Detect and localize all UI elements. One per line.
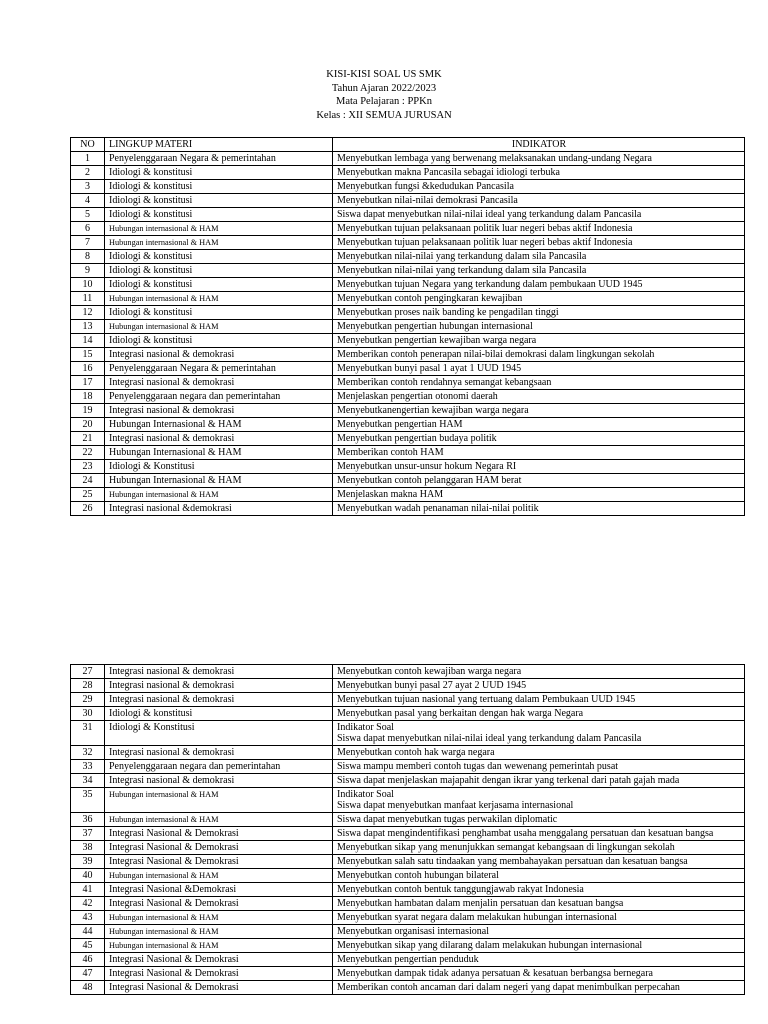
table-row [71, 404, 745, 418]
indikator-cell: Siswa dapat menjelaskan majapahit dengan ikrar yang terkenal dari patah gajah mada [333, 774, 745, 788]
table-row [71, 432, 745, 446]
table-row [71, 222, 745, 236]
lingkup-materi-cell: Idiologi & konstitusi [105, 250, 333, 264]
lingkup-materi-cell: Integrasi Nasional & Demokrasi [105, 981, 333, 995]
indikator-cell: Menyebutkan bunyi pasal 1 ayat 1 UUD 1945 [333, 362, 745, 376]
column-header-no: NO [71, 138, 105, 152]
table-row [71, 474, 745, 488]
document-title: KISI-KISI SOAL US SMK [326, 69, 442, 80]
indikator-cell: Menyebutkan pengertian HAM [333, 418, 745, 432]
indikator-cell: Menyebutkan sikap yang dilarang dalam melakukan hubungan internasional [333, 939, 745, 953]
table-row [71, 348, 745, 362]
row-number: 23 [71, 460, 105, 474]
row-number: 11 [71, 292, 105, 306]
table-row [71, 166, 745, 180]
indikator-cell: Menyebutkan contoh hak warga negara [333, 746, 745, 760]
lingkup-materi-cell: Integrasi nasional &demokrasi [105, 502, 333, 516]
table-row [71, 760, 745, 774]
indikator-label: Indikator Soal [337, 789, 394, 800]
lingkup-materi-cell: Integrasi Nasional & Demokrasi [105, 827, 333, 841]
row-number: 6 [71, 222, 105, 236]
row-number: 27 [71, 665, 105, 679]
row-number: 34 [71, 774, 105, 788]
indikator-cell: Menyebutkan pengertian penduduk [333, 953, 745, 967]
indikator-cell: Menyebutkan contoh bentuk tanggungjawab rakyat Indonesia [333, 883, 745, 897]
lingkup-materi-cell: Integrasi Nasional &Demokrasi [105, 883, 333, 897]
lingkup-materi-cell: Integrasi Nasional & Demokrasi [105, 841, 333, 855]
row-number: 18 [71, 390, 105, 404]
column-header-indikator: INDIKATOR [333, 138, 745, 152]
row-number: 12 [71, 306, 105, 320]
row-number: 3 [71, 180, 105, 194]
lingkup-materi-cell: Hubungan Internasional & HAM [105, 418, 333, 432]
row-number: 47 [71, 967, 105, 981]
subject: Mata Pelajaran : PPKn [336, 96, 432, 107]
row-number: 41 [71, 883, 105, 897]
row-number: 35 [71, 788, 105, 813]
row-number: 40 [71, 869, 105, 883]
lingkup-materi-cell: Integrasi Nasional & Demokrasi [105, 953, 333, 967]
lingkup-materi-cell: Integrasi nasional & demokrasi [105, 746, 333, 760]
lingkup-materi-cell: Idiologi & konstitusi [105, 194, 333, 208]
row-number: 22 [71, 446, 105, 460]
lingkup-materi-cell: Idiologi & konstitusi [105, 707, 333, 721]
lingkup-materi-cell: Idiologi & konstitusi [105, 334, 333, 348]
indikator-cell: Menyebutkan pengertian kewajiban warga negara [333, 334, 745, 348]
indikator-cell: Menyebutkan organisasi internasional [333, 925, 745, 939]
lingkup-materi-cell: Integrasi nasional & demokrasi [105, 376, 333, 390]
row-number: 25 [71, 488, 105, 502]
class-info: Kelas : XII SEMUA JURUSAN [316, 109, 452, 121]
indikator-cell: Menyebutkan tujuan pelaksanaan politik luar negeri bebas aktif Indonesia [333, 236, 745, 250]
lingkup-materi-cell: Penyelenggaraan Negara & pemerintahan [105, 362, 333, 376]
indikator-cell: Siswa dapat mengindentifikasi penghambat usaha menggalang persatuan dan kesatuan bangsa [333, 827, 745, 841]
indikator-cell: Memberikan contoh ancaman dari dalam negeri yang dapat menimbulkan perpecahan [333, 981, 745, 995]
column-header-materi: LINGKUP MATERI [105, 138, 333, 152]
lingkup-materi-cell: Hubungan internasional & HAM [105, 320, 333, 334]
table-row [71, 236, 745, 250]
table-row [71, 208, 745, 222]
lingkup-materi-cell: Integrasi nasional & demokrasi [105, 774, 333, 788]
row-number: 37 [71, 827, 105, 841]
table-row [71, 869, 745, 883]
table-row [71, 679, 745, 693]
indikator-cell: Siswa mampu memberi contoh tugas dan wewenang pemerintah pusat [333, 760, 745, 774]
table-row [71, 320, 745, 334]
row-number: 5 [71, 208, 105, 222]
table-row [71, 665, 745, 679]
row-number: 7 [71, 236, 105, 250]
table-row [71, 362, 745, 376]
indikator-cell: Menyebutkanengertian kewajiban warga negara [333, 404, 745, 418]
lingkup-materi-cell: Hubungan internasional & HAM [105, 911, 333, 925]
indikator-cell: Menyebutkan pengertian hubungan internasional [333, 320, 745, 334]
table-row [71, 953, 745, 967]
table-row [71, 981, 745, 995]
academic-year: Tahun Ajaran 2022/2023 [331, 82, 437, 94]
row-number: 32 [71, 746, 105, 760]
indikator-cell: Menyebutkan pasal yang berkaitan dengan hak warga Negara [333, 707, 745, 721]
table-row [71, 250, 745, 264]
row-number: 14 [71, 334, 105, 348]
table-row [71, 334, 745, 348]
indikator-cell: Memberikan contoh penerapan nilai-bilai demokrasi dalam lingkungan sekolah [333, 348, 745, 362]
lingkup-materi-cell: Idiologi & Konstitusi [105, 721, 333, 746]
table-row [71, 707, 745, 721]
row-number: 36 [71, 813, 105, 827]
kisi-table-page2 [70, 664, 745, 995]
lingkup-materi-cell: Integrasi nasional & demokrasi [105, 665, 333, 679]
table-row [71, 967, 745, 981]
indikator-cell: Menyebutkan tujuan pelaksanaan politik luar negeri bebas aktif Indonesia [333, 222, 745, 236]
kisi-table-page1 [70, 137, 745, 516]
indikator-text: Siswa dapat menyebutkan manfaat kerjasama internasional [337, 800, 574, 811]
lingkup-materi-cell: Hubungan internasional & HAM [105, 869, 333, 883]
lingkup-materi-cell: Idiologi & konstitusi [105, 166, 333, 180]
indikator-cell [333, 788, 745, 813]
row-number: 13 [71, 320, 105, 334]
indikator-cell: Menyebutkan contoh pengingkaran kewajiban [333, 292, 745, 306]
table-row [71, 911, 745, 925]
indikator-cell: Menyebutkan sikap yang menunjukkan semangat kebangsaan di lingkungan sekolah [333, 841, 745, 855]
lingkup-materi-cell: Idiologi & konstitusi [105, 180, 333, 194]
indikator-cell: Menyebutkan pengertian budaya politik [333, 432, 745, 446]
row-number: 1 [71, 152, 105, 166]
indikator-cell: Menyebutkan nilai-nilai yang terkandung dalam sila Pancasila [333, 250, 745, 264]
indikator-cell: Menyebutkan contoh kewajiban warga negara [333, 665, 745, 679]
lingkup-materi-cell: Hubungan internasional & HAM [105, 292, 333, 306]
row-number: 16 [71, 362, 105, 376]
row-number: 20 [71, 418, 105, 432]
indikator-cell: Menyebutkan proses naik banding ke pengadilan tinggi [333, 306, 745, 320]
indikator-cell: Menyebutkan tujuan Negara yang terkandung dalam pembukaan UUD 1945 [333, 278, 745, 292]
indikator-cell: Menjelaskan makna HAM [333, 488, 745, 502]
table-row [71, 292, 745, 306]
indikator-cell: Menyebutkan makna Pancasila sebagai idiologi terbuka [333, 166, 745, 180]
row-number: 46 [71, 953, 105, 967]
row-number: 43 [71, 911, 105, 925]
table-row [71, 502, 745, 516]
row-number: 29 [71, 693, 105, 707]
row-number: 15 [71, 348, 105, 362]
table-row [71, 827, 745, 841]
lingkup-materi-cell: Hubungan internasional & HAM [105, 788, 333, 813]
table-row [71, 883, 745, 897]
row-number: 31 [71, 721, 105, 746]
indikator-text: Siswa dapat menyebutkan nilai-nilai ideal yang terkandung dalam Pancasila [337, 733, 642, 744]
lingkup-materi-cell: Penyelenggaraan Negara & pemerintahan [105, 152, 333, 166]
row-number: 42 [71, 897, 105, 911]
table-row [71, 813, 745, 827]
lingkup-materi-cell: Idiologi & konstitusi [105, 278, 333, 292]
lingkup-materi-cell: Hubungan internasional & HAM [105, 488, 333, 502]
row-number: 19 [71, 404, 105, 418]
lingkup-materi-cell: Integrasi nasional & demokrasi [105, 693, 333, 707]
indikator-cell: Menyebutkan wadah penanaman nilai-nilai politik [333, 502, 745, 516]
row-number: 33 [71, 760, 105, 774]
indikator-cell: Menyebutkan contoh pelanggaran HAM berat [333, 474, 745, 488]
table-row [71, 460, 745, 474]
table-row [71, 855, 745, 869]
indikator-cell: Menyebutkan fungsi &kedudukan Pancasila [333, 180, 745, 194]
table-row [71, 939, 745, 953]
row-number: 30 [71, 707, 105, 721]
indikator-cell [333, 721, 745, 746]
indikator-cell: Menyebutkan tujuan nasional yang tertuang dalam Pembukaan UUD 1945 [333, 693, 745, 707]
lingkup-materi-cell: Integrasi nasional & demokrasi [105, 348, 333, 362]
table-row [71, 897, 745, 911]
table-row [71, 390, 745, 404]
lingkup-materi-cell: Hubungan Internasional & HAM [105, 474, 333, 488]
indikator-cell: Menyebutkan hambatan dalam menjalin persatuan dan kesatuan bangsa [333, 897, 745, 911]
row-number: 2 [71, 166, 105, 180]
lingkup-materi-cell: Integrasi Nasional & Demokrasi [105, 897, 333, 911]
lingkup-materi-cell: Hubungan internasional & HAM [105, 939, 333, 953]
row-number: 39 [71, 855, 105, 869]
indikator-cell: Memberikan contoh rendahnya semangat kebangsaan [333, 376, 745, 390]
table-row [71, 841, 745, 855]
row-number: 44 [71, 925, 105, 939]
indikator-cell: Menyebutkan salah satu tindaakan yang membahayakan persatuan dan kesatuan bangsa [333, 855, 745, 869]
table-row [71, 746, 745, 760]
row-number: 45 [71, 939, 105, 953]
indikator-cell: Menyebutkan dampak tidak adanya persatuan & kesatuan berbangsa bernegara [333, 967, 745, 981]
indikator-cell: Menyebutkan bunyi pasal 27 ayat 2 UUD 1945 [333, 679, 745, 693]
row-number: 9 [71, 264, 105, 278]
row-number: 8 [71, 250, 105, 264]
table-row [71, 278, 745, 292]
table-body-page2 [71, 665, 745, 995]
lingkup-materi-cell: Integrasi Nasional & Demokrasi [105, 967, 333, 981]
lingkup-materi-cell: Integrasi nasional & demokrasi [105, 432, 333, 446]
lingkup-materi-cell: Integrasi nasional & demokrasi [105, 679, 333, 693]
lingkup-materi-cell: Integrasi nasional & demokrasi [105, 404, 333, 418]
table-row [71, 721, 745, 746]
table-header-row [71, 138, 745, 152]
indikator-cell: Menjelaskan pengertian otonomi daerah [333, 390, 745, 404]
indikator-cell: Menyebutkan contoh hubungan bilateral [333, 869, 745, 883]
lingkup-materi-cell: Idiologi & Konstitusi [105, 460, 333, 474]
table-row [71, 774, 745, 788]
lingkup-materi-cell: Idiologi & konstitusi [105, 208, 333, 222]
table-body-page1 [71, 152, 745, 516]
row-number: 48 [71, 981, 105, 995]
lingkup-materi-cell: Idiologi & konstitusi [105, 264, 333, 278]
table-row [71, 446, 745, 460]
table-row [71, 180, 745, 194]
indikator-cell: Menyebutkan syarat negara dalam melakukan hubungan internasional [333, 911, 745, 925]
lingkup-materi-cell: Penyelenggaraan negara dan pemerintahan [105, 760, 333, 774]
row-number: 17 [71, 376, 105, 390]
indikator-cell: Menyebutkan nilai-nilai demokrasi Pancasila [333, 194, 745, 208]
table-row [71, 693, 745, 707]
table-row [71, 376, 745, 390]
table-row [71, 488, 745, 502]
table-row [71, 925, 745, 939]
lingkup-materi-cell: Hubungan internasional & HAM [105, 222, 333, 236]
indikator-cell: Menyebutkan lembaga yang berwenang melaksanakan undang-undang Negara [333, 152, 745, 166]
row-number: 10 [71, 278, 105, 292]
lingkup-materi-cell: Idiologi & konstitusi [105, 306, 333, 320]
indikator-cell: Siswa dapat menyebutkan nilai-nilai ideal yang terkandung dalam Pancasila [333, 208, 745, 222]
table-row [71, 264, 745, 278]
indikator-label: Indikator Soal [337, 722, 394, 733]
table-row [71, 194, 745, 208]
document-header [0, 68, 768, 122]
lingkup-materi-cell: Integrasi Nasional & Demokrasi [105, 855, 333, 869]
table-row [71, 788, 745, 813]
row-number: 21 [71, 432, 105, 446]
table-row [71, 418, 745, 432]
indikator-cell: Menyebutkan nilai-nilai yang terkandung dalam sila Pancasila [333, 264, 745, 278]
row-number: 24 [71, 474, 105, 488]
row-number: 26 [71, 502, 105, 516]
lingkup-materi-cell: Hubungan internasional & HAM [105, 236, 333, 250]
row-number: 4 [71, 194, 105, 208]
row-number: 28 [71, 679, 105, 693]
lingkup-materi-cell: Hubungan Internasional & HAM [105, 446, 333, 460]
indikator-cell: Memberikan contoh HAM [333, 446, 745, 460]
indikator-cell: Siswa dapat menyebutkan tugas perwakilan diplomatic [333, 813, 745, 827]
row-number: 38 [71, 841, 105, 855]
lingkup-materi-cell: Hubungan internasional & HAM [105, 925, 333, 939]
indikator-cell: Menyebutkan unsur-unsur hokum Negara RI [333, 460, 745, 474]
lingkup-materi-cell: Hubungan internasional & HAM [105, 813, 333, 827]
table-row [71, 152, 745, 166]
table-row [71, 306, 745, 320]
lingkup-materi-cell: Penyelenggaraan negara dan pemerintahan [105, 390, 333, 404]
